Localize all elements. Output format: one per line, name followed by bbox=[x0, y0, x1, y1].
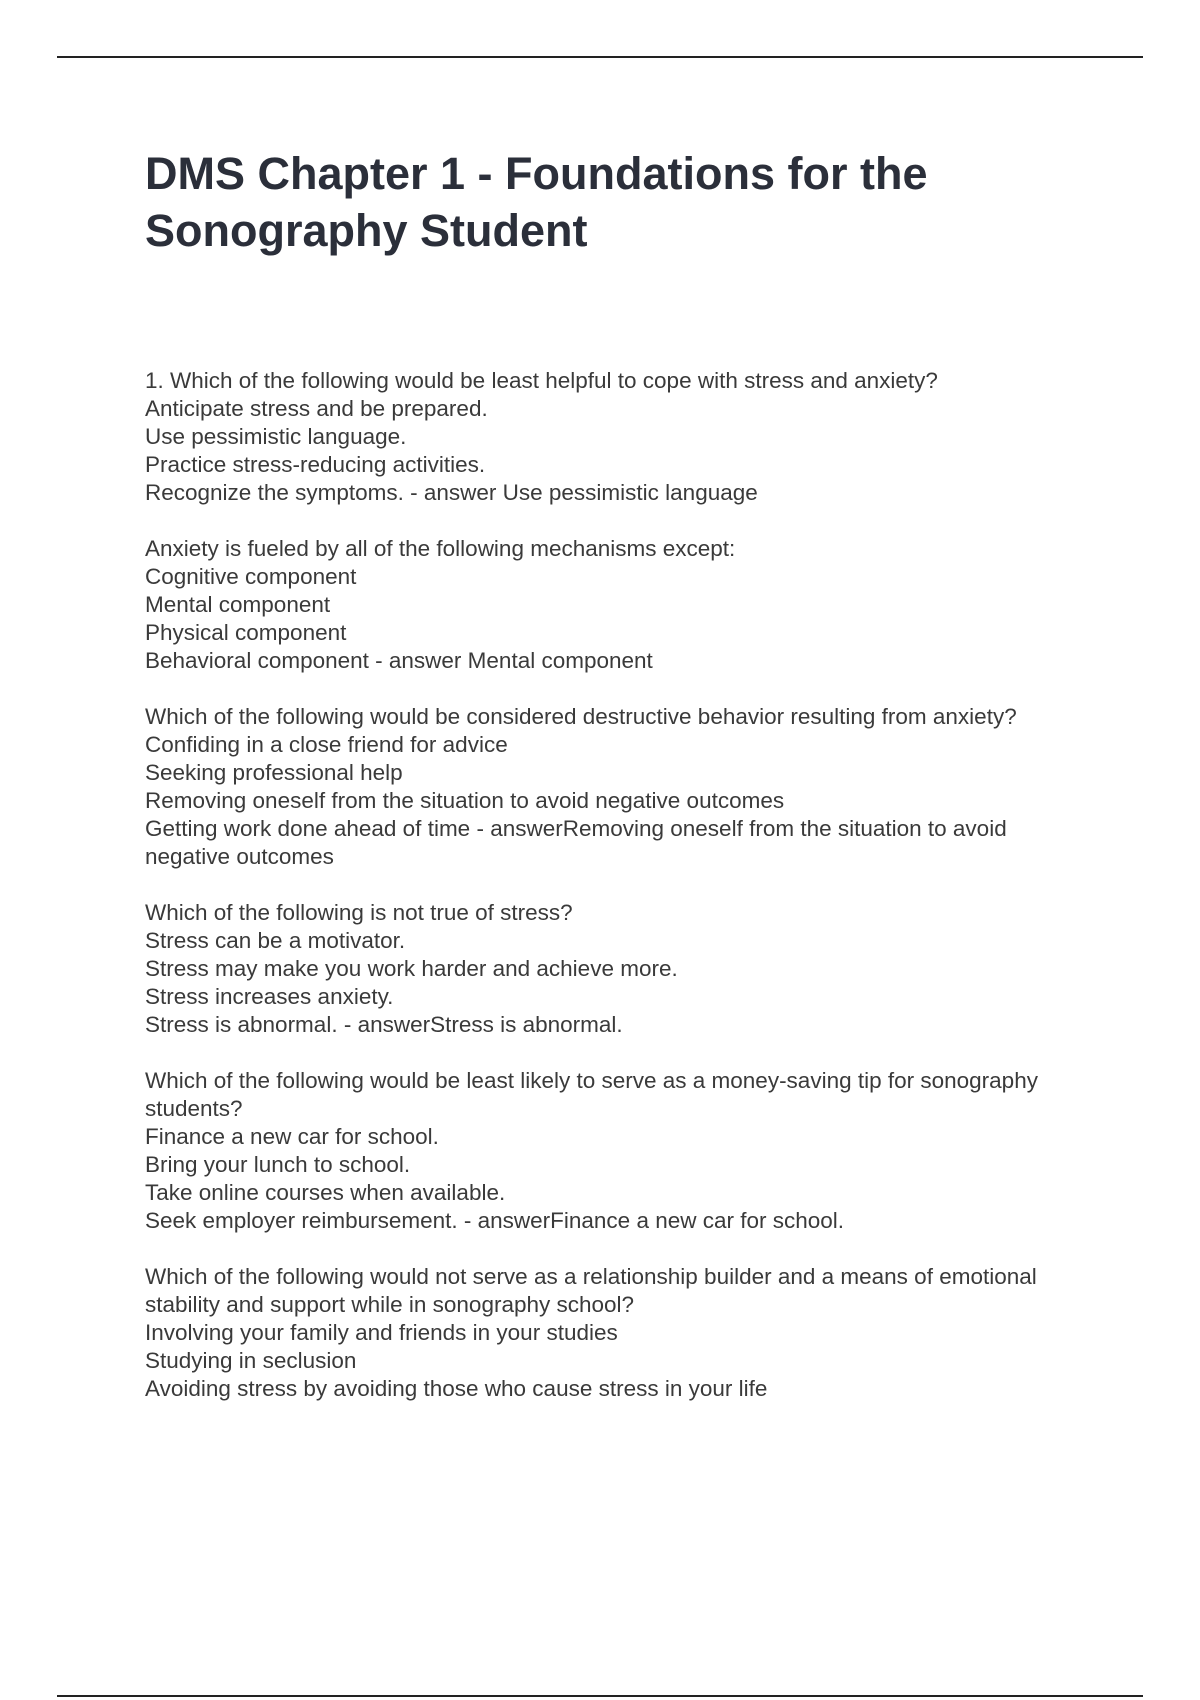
answer-option-with-answer: Stress is abnormal. - answerStress is abnormal. bbox=[145, 1012, 623, 1037]
question-text: Which of the following would not serve as a relationship builder and a means of emotional stability and support while in sonography school? bbox=[145, 1264, 1037, 1317]
answer-option-with-answer: Seek employer reimbursement. - answerFinance a new car for school. bbox=[145, 1208, 845, 1233]
question-text: Which of the following is not true of stress? bbox=[145, 900, 573, 925]
question-list bbox=[145, 367, 1095, 1431]
answer-option: Avoiding stress by avoiding those who cause stress in your life bbox=[145, 1376, 768, 1401]
question-block bbox=[145, 1263, 1095, 1403]
answer-option-with-answer: Behavioral component - answer Mental component bbox=[145, 648, 653, 673]
top-rule bbox=[57, 56, 1143, 58]
question-text: Which of the following would be least likely to serve as a money-saving tip for sonography students? bbox=[145, 1068, 1038, 1121]
question-text: 1. Which of the following would be least helpful to cope with stress and anxiety? bbox=[145, 368, 938, 393]
question-block bbox=[145, 367, 1095, 507]
question-text: Which of the following would be considered destructive behavior resulting from anxiety? bbox=[145, 704, 1017, 729]
answer-option: Involving your family and friends in your studies bbox=[145, 1320, 618, 1345]
answer-option: Take online courses when available. bbox=[145, 1180, 506, 1205]
answer-option: Physical component bbox=[145, 620, 347, 645]
question-block bbox=[145, 899, 1095, 1039]
question-block bbox=[145, 703, 1095, 871]
bottom-rule bbox=[57, 1695, 1143, 1697]
answer-option: Stress increases anxiety. bbox=[145, 984, 394, 1009]
answer-option: Seeking professional help bbox=[145, 760, 403, 785]
answer-option: Mental component bbox=[145, 592, 331, 617]
answer-option: Bring your lunch to school. bbox=[145, 1152, 411, 1177]
answer-option: Confiding in a close friend for advice bbox=[145, 732, 508, 757]
page-title: DMS Chapter 1 - Foundations for the Sonography Student bbox=[145, 148, 928, 256]
question-block bbox=[145, 535, 1095, 675]
answer-option: Finance a new car for school. bbox=[145, 1124, 439, 1149]
answer-option: Cognitive component bbox=[145, 564, 357, 589]
answer-option-with-answer: Recognize the symptoms. - answer Use pessimistic language bbox=[145, 480, 758, 505]
question-text: Anxiety is fueled by all of the following mechanisms except: bbox=[145, 536, 736, 561]
answer-option: Stress may make you work harder and achieve more. bbox=[145, 956, 678, 981]
answer-option: Practice stress-reducing activities. bbox=[145, 452, 486, 477]
answer-option: Anticipate stress and be prepared. bbox=[145, 396, 488, 421]
answer-option: Stress can be a motivator. bbox=[145, 928, 406, 953]
answer-option: Use pessimistic language. bbox=[145, 424, 407, 449]
answer-option: Removing oneself from the situation to avoid negative outcomes bbox=[145, 788, 785, 813]
answer-option: Studying in seclusion bbox=[145, 1348, 357, 1373]
answer-option-with-answer: Getting work done ahead of time - answerRemoving oneself from the situation to avoid negative outcomes bbox=[145, 816, 1007, 869]
question-block bbox=[145, 1067, 1095, 1235]
